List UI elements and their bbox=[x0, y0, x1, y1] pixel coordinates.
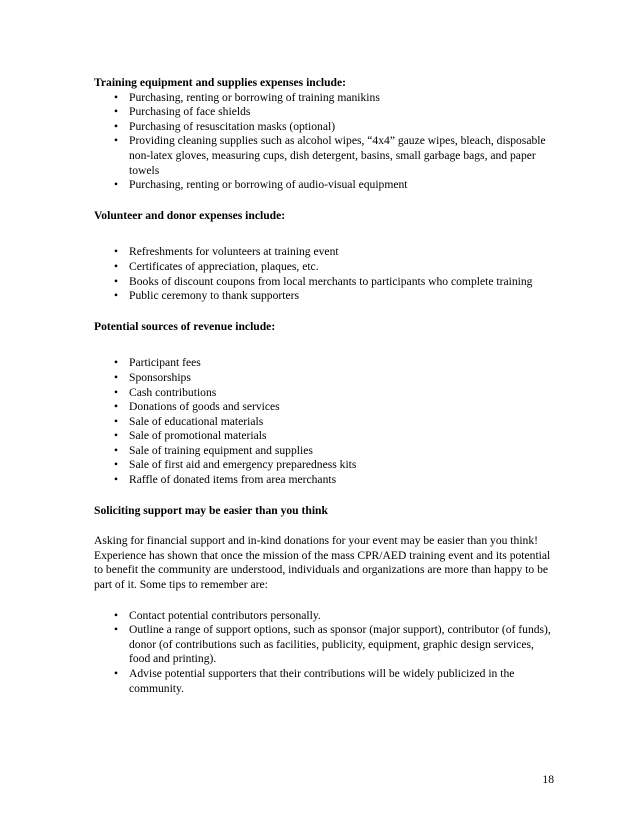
list-item: • Sale of first aid and emergency preparedness kits bbox=[94, 458, 556, 473]
list-item: • Providing cleaning supplies such as alcohol wipes, “4x4” gauze wipes, bleach, disposable non-latex gloves, measuring cups, dish detergent, basins, small garbage bags, and paper towels bbox=[94, 134, 556, 178]
list-item: • Purchasing of face shields bbox=[94, 105, 556, 120]
support-tips-list bbox=[94, 609, 556, 697]
list-item: • Public ceremony to thank supporters bbox=[94, 289, 556, 304]
soliciting-support-paragraph: Asking for financial support and in-kind donations for your event may be easier than you think! Experience has shown that once the mission of the mass CPR/AED training event and its potential to benefit the community are understood, individuals and organizations are more than happy to be part of it. Some tips to remember are: bbox=[94, 534, 551, 592]
list-item: • Cash contributions bbox=[94, 386, 556, 401]
list-item: • Purchasing, renting or borrowing of audio-visual equipment bbox=[94, 178, 556, 193]
list-item: • Outline a range of support options, such as sponsor (major support), contributor (of funds), donor (of contributions such as facilities, publicity, equipment, graphic design services, food and printing). bbox=[94, 623, 556, 667]
list-item: • Advise potential supporters that their contributions will be widely publicized in the community. bbox=[94, 667, 556, 696]
list-item: • Donations of goods and services bbox=[94, 400, 556, 415]
section-heading-training-equipment: Training equipment and supplies expenses include: bbox=[94, 76, 347, 89]
list-item: • Contact potential contributors personally. bbox=[94, 609, 556, 624]
list-item: • Sponsorships bbox=[94, 371, 556, 386]
list-item: • Raffle of donated items from area merchants bbox=[94, 473, 556, 488]
list-item: • Sale of training equipment and supplies bbox=[94, 444, 556, 459]
section-heading-volunteer-donor: Volunteer and donor expenses include: bbox=[94, 208, 286, 222]
list-item: • Sale of educational materials bbox=[94, 415, 556, 430]
list-item: • Certificates of appreciation, plaques, etc. bbox=[94, 260, 556, 275]
training-equipment-list bbox=[94, 91, 556, 193]
list-item: • Books of discount coupons from local merchants to participants who complete training bbox=[94, 275, 556, 290]
volunteer-donor-list bbox=[94, 245, 556, 303]
revenue-sources-list bbox=[94, 356, 556, 487]
page-content bbox=[94, 76, 556, 696]
list-item: • Refreshments for volunteers at training event bbox=[94, 245, 556, 260]
section-heading-soliciting-support: Soliciting support may be easier than you think bbox=[94, 503, 328, 517]
list-item: • Purchasing, renting or borrowing of training manikins bbox=[94, 91, 556, 106]
list-item: • Purchasing of resuscitation masks (optional) bbox=[94, 120, 556, 135]
section-heading-revenue-sources: Potential sources of revenue include: bbox=[94, 319, 276, 333]
list-item: • Participant fees bbox=[94, 356, 556, 371]
list-item: • Sale of promotional materials bbox=[94, 429, 556, 444]
page-number: 18 bbox=[542, 773, 554, 786]
